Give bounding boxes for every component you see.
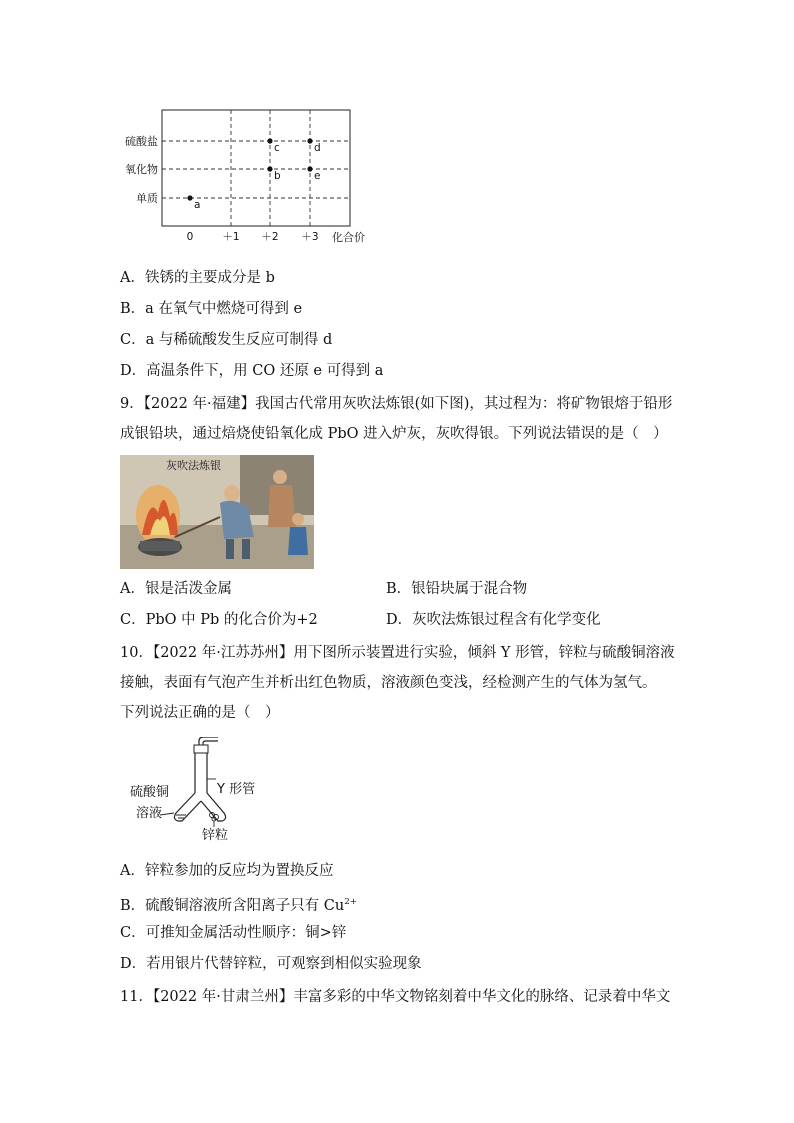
solution-label-line-2: 溶液 <box>136 806 163 821</box>
q8-option-d: D．高温条件下，用 CO 还原 e 可得到 a <box>120 363 384 379</box>
x-tick-label: 0 <box>186 231 194 243</box>
point-label-b: b <box>274 170 281 182</box>
q10-option-d: D．若用银片代替锌粒，可观察到相似实验现象 <box>120 956 422 972</box>
q9-stem-line-2: 成银铅块，通过焙烧使铅氧化成 PbO 进入炉灰，灰吹得银。下列说法错误的是（ ） <box>120 426 668 442</box>
point-label-e: e <box>314 170 321 182</box>
q8-option-a: A．铁锈的主要成分是 b <box>120 270 275 286</box>
q10-option-b <box>120 892 357 916</box>
x-tick-label: ＋3 <box>301 231 319 243</box>
q9-option-b: B．银铅块属于混合物 <box>386 581 528 597</box>
q9-option-c: C．PbO 中 Pb 的化合价为+2 <box>120 612 318 628</box>
q10-option-c: C．可推知金属活动性顺序：铜>锌 <box>120 925 347 941</box>
y-tick-label: 氧化物 <box>125 163 158 176</box>
point-e <box>307 166 312 171</box>
q9-stem-line-1: 9．【2022 年·福建】我国古代常用灰吹法炼银(如下图)，其过程为：将矿物银熔于铅形 <box>120 396 673 412</box>
chart-x-labels <box>187 230 365 244</box>
q10-stem-line-1: 10．【2022 年·江苏苏州】用下图所示装置进行实验，倾斜 Y 形管，锌粒与硫酸铜溶液 <box>120 645 675 661</box>
point-label-d: d <box>314 142 321 154</box>
y-tick-label: 单质 <box>136 192 158 205</box>
point-c <box>267 138 272 143</box>
zinc-label: 锌粒 <box>202 828 229 843</box>
valence-category-chart <box>120 104 370 246</box>
point-label-a: a <box>194 199 201 211</box>
solution-label-line-1: 硫酸铜 <box>130 785 170 800</box>
q8-option-c: C．a 与稀硫酸发生反应可制得 d <box>120 332 333 348</box>
chart-grid <box>162 110 350 226</box>
x-tick-label: ＋1 <box>222 231 240 243</box>
q10-stem-line-2: 接触，表面有气泡产生并析出红色物质，溶液颜色变浅，经检测产生的气体为氢气。 <box>120 675 657 691</box>
chart-points <box>187 138 320 211</box>
point-a <box>187 195 192 200</box>
x-axis-title: 化合价 <box>332 231 365 244</box>
point-d <box>307 138 312 143</box>
y-tube-label: Y 形管 <box>217 782 256 797</box>
q8-option-b: B．a 在氧气中燃烧可得到 e <box>120 301 303 317</box>
q10-option-b-text: B．硫酸铜溶液所含阳离子只有 Cu <box>120 897 345 914</box>
chart-y-labels <box>125 134 158 205</box>
q9-option-d: D．灰吹法炼银过程含有化学变化 <box>386 612 601 628</box>
y-tick-label: 硫酸盐 <box>125 135 158 148</box>
illustration-caption: 灰吹法炼银 <box>166 459 221 472</box>
x-tick-label: ＋2 <box>261 231 279 243</box>
point-label-c: c <box>274 142 280 154</box>
silver-refining-illustration <box>120 455 314 569</box>
q10-option-a: A．锌粒参加的反应均为置换反应 <box>120 863 334 879</box>
q10-stem-line-3: 下列说法正确的是（ ） <box>120 705 280 721</box>
q11-stem-line-1: 11．【2022 年·甘肃兰州】丰富多彩的中华文物铭刻着中华文化的脉络、记录着中华文 <box>120 989 671 1005</box>
q9-option-a: A．银是活泼金属 <box>120 581 232 597</box>
y-tube-apparatus-diagram <box>120 737 290 845</box>
q10-option-b-charge: 2+ <box>344 897 358 907</box>
point-b <box>267 166 272 171</box>
